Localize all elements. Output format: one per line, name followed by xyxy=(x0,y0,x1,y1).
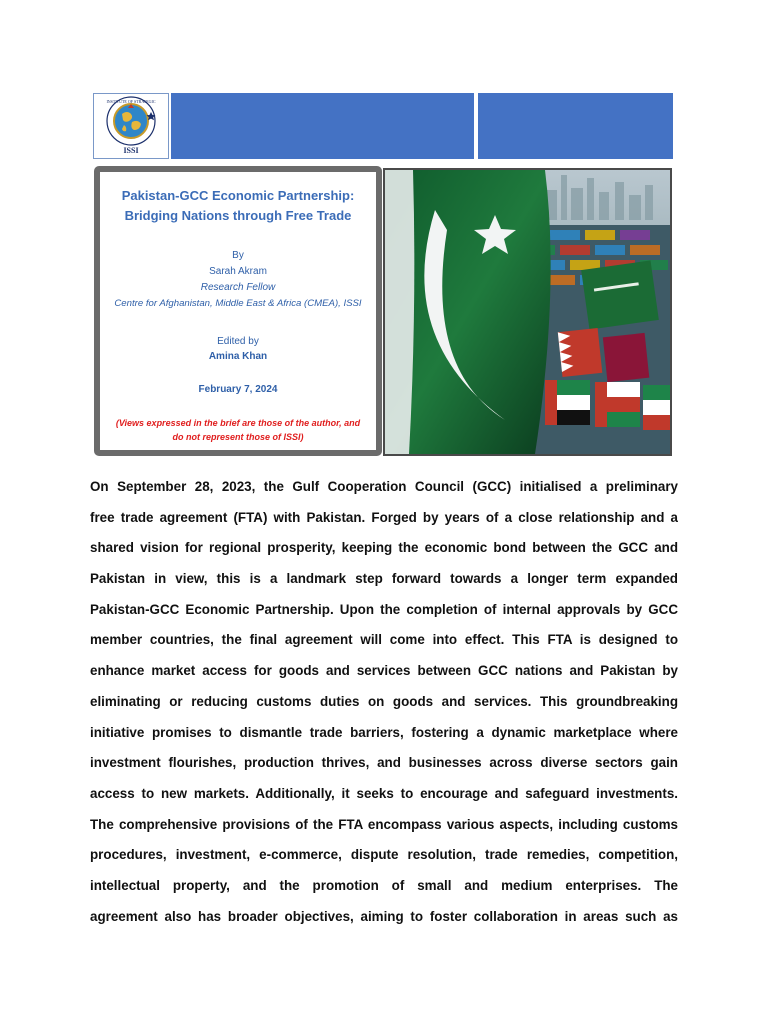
body-line: enhance market access for goods and services between GCC nations and Pakistan by xyxy=(90,663,678,679)
body-line: The comprehensive provisions of the FTA encompass various aspects, including customs xyxy=(90,816,678,832)
body-line: Pakistan in view, this is a landmark step forward towards a longer term expanded xyxy=(90,571,678,587)
editor-name: Amina Khan xyxy=(208,351,268,362)
author-role: Research Fellow xyxy=(200,282,276,293)
body-line: access to new markets. Additionally, it seeks to encourage and safeguard investments. xyxy=(90,785,678,801)
body-line: intellectual property, and the promotion of small and medium enterprises. The xyxy=(90,877,678,893)
flags-port-illustration-icon xyxy=(385,170,670,454)
author-name: Sarah Akram xyxy=(209,266,267,277)
author-centre: Centre for Afghanistan, Middle East & Africa (CMEA), ISSI xyxy=(114,298,362,309)
body-line: eliminating or reducing customs duties on goods and services. This groundbreaking xyxy=(90,693,678,709)
title-card xyxy=(94,166,382,456)
disclaimer: (Views expressed in the brief are those of the author, and do not represent those of ISSI) xyxy=(115,418,361,442)
publication-date: February 7, 2024 xyxy=(198,384,278,395)
logo-caption: ISSI xyxy=(123,146,139,155)
body-paragraph xyxy=(90,472,678,932)
by-label: By xyxy=(232,250,244,261)
body-line: procedures, investment, e-commerce, dispute resolution, trade remedies, competition, xyxy=(90,847,678,863)
body-line: shared vision for regional prosperity, keeping the economic bond between the GCC and xyxy=(90,540,678,556)
brief-title: Pakistan-GCC Economic Partnership: Bridging Nations through Free Trade xyxy=(121,188,355,223)
body-line: On September 28, 2023, the Gulf Cooperation Council (GCC) initialised a preliminary xyxy=(90,479,678,494)
header-band xyxy=(93,93,673,160)
body-line: investment flourishes, production thrives, and businesses across diverse sectors gain xyxy=(90,755,678,771)
body-line: Pakistan-GCC Economic Partnership. Upon the completion of internal approvals by GCC xyxy=(90,601,678,617)
svg-text:INSTITUTE OF STRATEGIC: INSTITUTE OF STRATEGIC xyxy=(106,99,156,104)
edited-by-label: Edited by xyxy=(217,336,259,347)
hero-image xyxy=(383,168,672,456)
body-line: initiative promises to dismantle trade barriers, fostering a dynamic marketplace where xyxy=(90,724,678,740)
issi-logo xyxy=(93,93,169,159)
header-blue-panel-right xyxy=(478,93,673,159)
body-line: member countries, the final agreement will come into effect. This FTA is designed to xyxy=(90,632,678,648)
body-line: agreement also has broader objectives, aiming to foster collaboration in areas such as xyxy=(90,908,678,924)
header-blue-panel-left xyxy=(171,93,474,159)
body-line: free trade agreement (FTA) with Pakistan. Forged by years of a close relationship and a xyxy=(90,509,678,525)
